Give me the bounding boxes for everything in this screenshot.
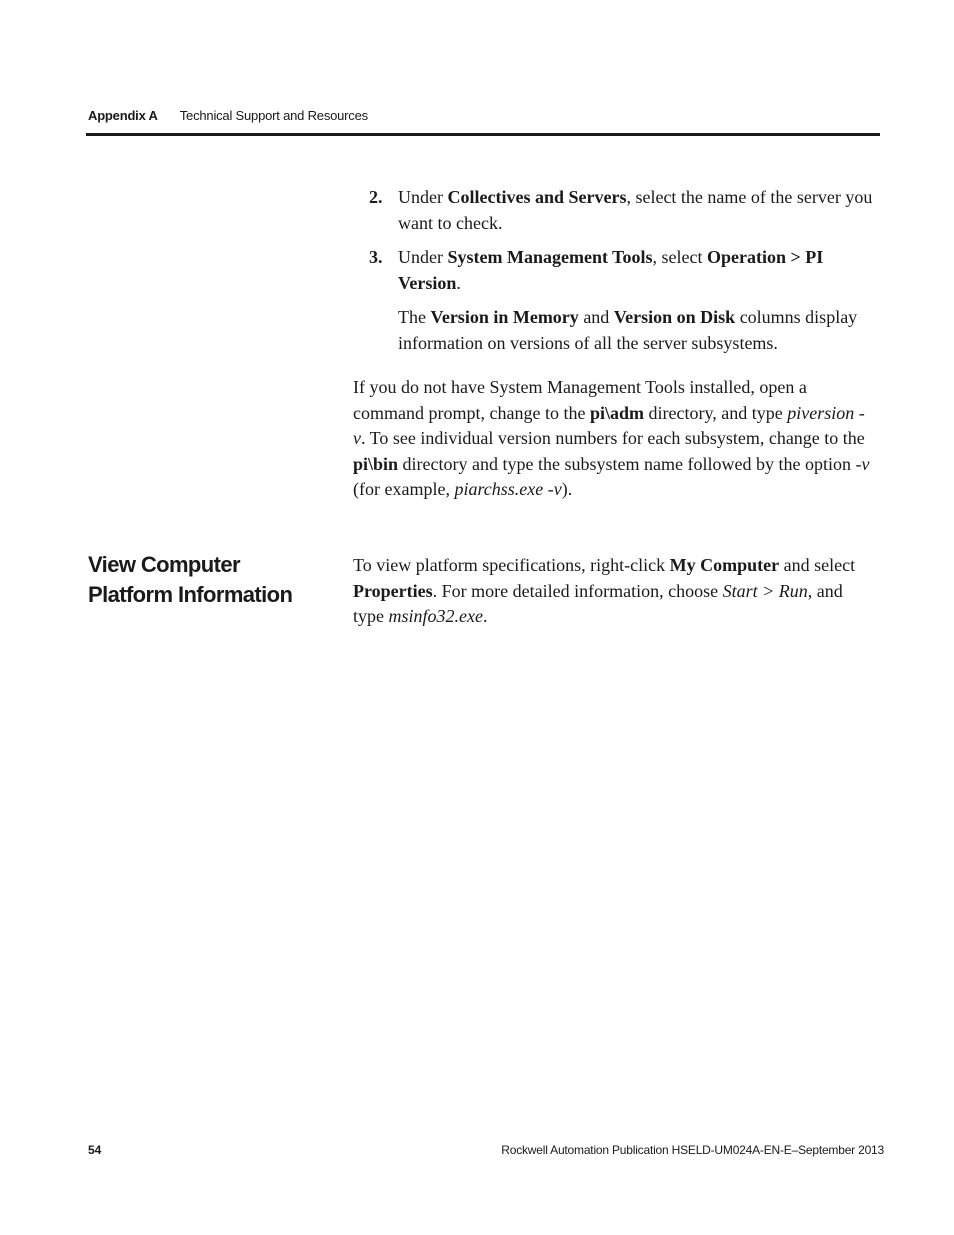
text-run: and select <box>779 555 856 575</box>
appendix-label: Appendix A <box>88 108 158 123</box>
command-text: -v <box>855 453 870 474</box>
text-run: The <box>398 307 431 327</box>
header-section-title: Technical Support and Resources <box>179 108 368 123</box>
text-run: . For more detailed information, choose <box>432 580 723 601</box>
text-run: To view platform specifications, right-click <box>353 555 670 575</box>
section-heading: View Computer Platform Information <box>88 552 293 607</box>
directory-name: pi\adm <box>589 402 644 423</box>
command-text: piversion -v <box>353 402 865 448</box>
text-run: . <box>456 272 461 293</box>
command-text: piarchss.exe -v <box>454 479 562 499</box>
step-3 <box>353 245 873 296</box>
text-run: ). <box>561 479 573 499</box>
text-run: , select <box>652 247 707 267</box>
note-text <box>398 305 873 356</box>
text-run: and <box>578 307 614 327</box>
text-run: Under <box>398 187 448 207</box>
running-header <box>88 108 368 123</box>
step-text <box>398 185 873 236</box>
ui-term: Properties <box>353 580 433 601</box>
text-run: columns display information on versions of all the server subsystems. <box>398 307 858 353</box>
step-text <box>398 245 873 296</box>
step-number: 2. <box>369 187 383 207</box>
publication-info: Rockwell Automation Publication HSELD-UM024A-EN-E–September 2013 <box>501 1143 884 1157</box>
text-run: If you do not have System Management Tools installed, open a command prompt, change to the <box>353 377 807 423</box>
step-3-note <box>353 305 873 356</box>
ui-term: My Computer <box>669 555 780 575</box>
text-run: directory and type the subsystem name followed by the option <box>398 453 856 474</box>
ui-term: System Management Tools <box>447 247 653 267</box>
ui-term: Version on Disk <box>613 307 736 327</box>
text-run: directory, and type <box>643 402 788 423</box>
directory-name: pi\bin <box>353 453 399 474</box>
system-management-paragraph <box>353 375 873 503</box>
ui-term: Version in Memory <box>430 307 579 327</box>
command-text: msinfo32.exe <box>388 606 483 626</box>
ui-term: Operation > PI Version <box>398 247 824 293</box>
ui-term: Collectives and Servers <box>447 187 627 207</box>
platform-info-paragraph <box>353 553 873 630</box>
page-number: 54 <box>88 1143 102 1157</box>
text-run: , select the name of the server you want to check. <box>398 187 873 233</box>
header-rule <box>86 133 880 136</box>
text-run: Under <box>398 247 448 267</box>
text-run: (for example, <box>353 479 455 499</box>
text-run: , and type <box>353 580 843 626</box>
step-2 <box>353 185 873 236</box>
menu-path: Start > Run <box>722 580 808 601</box>
text-run: . <box>482 606 488 626</box>
text-run: . To see individual version numbers for each subsystem, change to the <box>361 428 865 448</box>
step-number: 3. <box>369 247 383 267</box>
